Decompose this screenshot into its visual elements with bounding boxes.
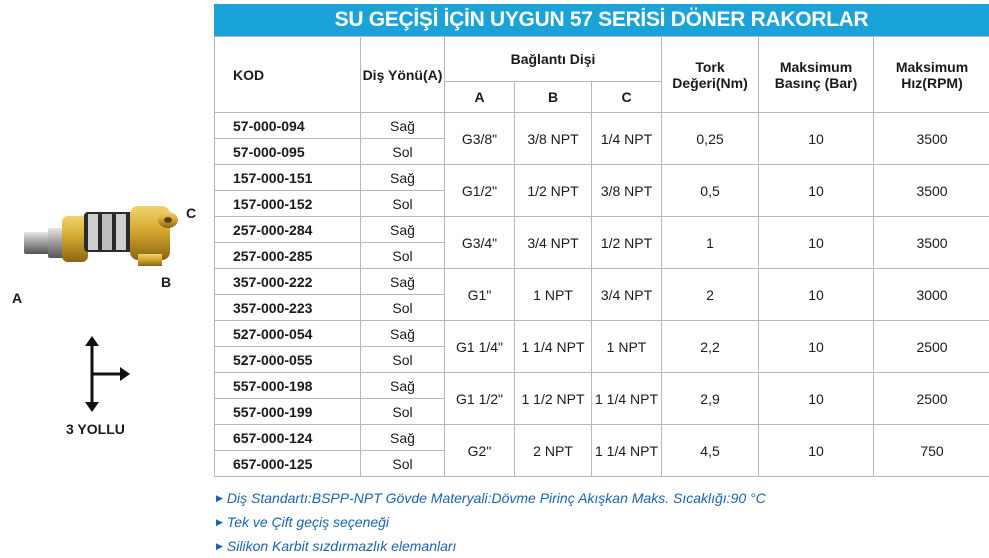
thread-b-cell: 1/2 NPT (515, 165, 592, 217)
flow-label: 3 YOLLU (66, 421, 125, 437)
label-b: B (161, 274, 171, 290)
thread-b-cell: 2 NPT (515, 425, 592, 477)
rotary-union-image (18, 198, 198, 278)
thread-c-cell: 1 1/4 NPT (592, 373, 662, 425)
three-way-arrow-icon (72, 336, 132, 412)
speed-cell: 3500 (874, 113, 989, 165)
pressure-cell: 10 (759, 217, 874, 269)
speed-cell: 2500 (874, 373, 989, 425)
thread-a-cell: G1 1/2" (445, 373, 515, 425)
note-text: Diş Standartı:BSPP-NPT Gövde Materyali:Dövme Pirinç Akışkan Maks. Sıcaklığı:90 °C (227, 488, 766, 508)
torque-cell: 2,2 (662, 321, 759, 373)
table-row (215, 321, 989, 347)
pressure-cell: 10 (759, 269, 874, 321)
direction-cell: Sol (361, 243, 445, 269)
speed-cell: 3500 (874, 165, 989, 217)
thread-b-cell: 1 NPT (515, 269, 592, 321)
header-tork-line2: Değeri(Nm) (672, 75, 747, 91)
code-cell: 557-000-198 (215, 373, 361, 399)
direction-cell: Sol (361, 347, 445, 373)
note-item (216, 534, 766, 558)
direction-cell: Sağ (361, 321, 445, 347)
thread-b-cell: 3/8 NPT (515, 113, 592, 165)
code-cell: 657-000-124 (215, 425, 361, 451)
header-hiz-line2: Hız(RPM) (901, 75, 962, 91)
speed-cell: 3000 (874, 269, 989, 321)
code-cell: 357-000-223 (215, 295, 361, 321)
speed-cell: 750 (874, 425, 989, 477)
product-table (214, 36, 989, 477)
code-cell: 527-000-054 (215, 321, 361, 347)
code-cell: 257-000-284 (215, 217, 361, 243)
code-cell: 157-000-151 (215, 165, 361, 191)
code-cell: 527-000-055 (215, 347, 361, 373)
header-baglanti: Bağlantı Dişi (445, 37, 662, 82)
table-body (215, 113, 989, 477)
direction-cell: Sol (361, 295, 445, 321)
notes-list (216, 486, 766, 558)
header-tork (662, 37, 759, 113)
thread-a-cell: G1 1/4" (445, 321, 515, 373)
bullet-triangle-icon: ▶ (216, 512, 223, 532)
thread-c-cell: 3/8 NPT (592, 165, 662, 217)
thread-b-cell: 1 1/4 NPT (515, 321, 592, 373)
bullet-triangle-icon: ▶ (216, 536, 223, 556)
code-cell: 357-000-222 (215, 269, 361, 295)
thread-c-cell: 1/2 NPT (592, 217, 662, 269)
thread-a-cell: G3/8" (445, 113, 515, 165)
direction-cell: Sağ (361, 217, 445, 243)
code-cell: 257-000-285 (215, 243, 361, 269)
thread-b-cell: 3/4 NPT (515, 217, 592, 269)
thread-a-cell: G1" (445, 269, 515, 321)
code-cell: 57-000-095 (215, 139, 361, 165)
code-cell: 557-000-199 (215, 399, 361, 425)
header-kod: KOD (215, 37, 361, 113)
direction-cell: Sağ (361, 425, 445, 451)
header-basinc-line2: Basınç (Bar) (775, 75, 857, 91)
direction-cell: Sol (361, 399, 445, 425)
thread-a-cell: G1/2" (445, 165, 515, 217)
code-cell: 657-000-125 (215, 451, 361, 477)
header-dis-yonu: Diş Yönü(A) (361, 37, 445, 113)
table-row (215, 165, 989, 191)
speed-cell: 3500 (874, 217, 989, 269)
pressure-cell: 10 (759, 321, 874, 373)
header-c: C (592, 82, 662, 113)
table-row (215, 217, 989, 243)
page-title: SU GEÇİŞİ İÇİN UYGUN 57 SERİSİ DÖNER RAKORLAR (214, 4, 989, 36)
torque-cell: 0,25 (662, 113, 759, 165)
header-b: B (515, 82, 592, 113)
torque-cell: 0,5 (662, 165, 759, 217)
pressure-cell: 10 (759, 425, 874, 477)
header-basinc (759, 37, 874, 113)
note-item (216, 486, 766, 510)
thread-c-cell: 1/4 NPT (592, 113, 662, 165)
speed-cell: 2500 (874, 321, 989, 373)
pressure-cell: 10 (759, 165, 874, 217)
table-row (215, 113, 989, 139)
thread-a-cell: G2" (445, 425, 515, 477)
table-row (215, 425, 989, 451)
thread-b-cell: 1 1/2 NPT (515, 373, 592, 425)
code-cell: 157-000-152 (215, 191, 361, 217)
torque-cell: 2,9 (662, 373, 759, 425)
header-tork-line1: Tork (695, 59, 724, 75)
thread-a-cell: G3/4" (445, 217, 515, 269)
pressure-cell: 10 (759, 113, 874, 165)
torque-cell: 4,5 (662, 425, 759, 477)
header-hiz-line1: Maksimum (896, 59, 968, 75)
pressure-cell: 10 (759, 373, 874, 425)
table-row (215, 373, 989, 399)
direction-cell: Sol (361, 451, 445, 477)
note-item (216, 510, 766, 534)
direction-cell: Sol (361, 191, 445, 217)
direction-cell: Sağ (361, 373, 445, 399)
direction-cell: Sağ (361, 269, 445, 295)
table-row (215, 269, 989, 295)
header-basinc-line1: Maksimum (780, 59, 852, 75)
direction-cell: Sağ (361, 165, 445, 191)
bullet-triangle-icon: ▶ (216, 488, 223, 508)
label-a: A (12, 290, 22, 306)
direction-cell: Sol (361, 139, 445, 165)
thread-c-cell: 1 1/4 NPT (592, 425, 662, 477)
header-a: A (445, 82, 515, 113)
torque-cell: 2 (662, 269, 759, 321)
note-text: Silikon Karbit sızdırmazlık elemanları (227, 536, 457, 556)
torque-cell: 1 (662, 217, 759, 269)
code-cell: 57-000-094 (215, 113, 361, 139)
direction-cell: Sağ (361, 113, 445, 139)
note-text: Tek ve Çift geçiş seçeneği (227, 512, 389, 532)
thread-c-cell: 1 NPT (592, 321, 662, 373)
thread-c-cell: 3/4 NPT (592, 269, 662, 321)
label-c: C (186, 205, 196, 221)
header-hiz (874, 37, 989, 113)
